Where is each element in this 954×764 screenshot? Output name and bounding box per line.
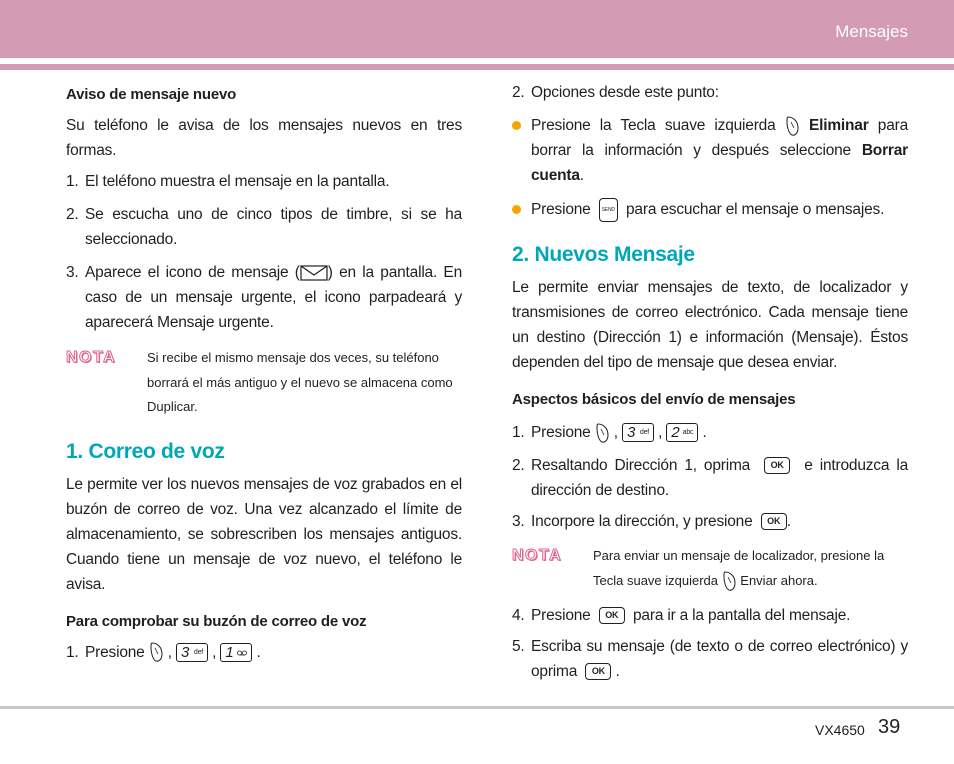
aviso-item-1 bbox=[66, 169, 462, 194]
comma: , bbox=[167, 643, 172, 661]
item-text: Presione bbox=[531, 424, 591, 441]
item-number: 2. bbox=[512, 84, 525, 101]
key-digit: 1 bbox=[225, 643, 234, 661]
aviso-item-3 bbox=[66, 260, 462, 335]
bullet-end: . bbox=[579, 167, 584, 184]
item-text: El teléfono muestra el mensaje en la pantalla. bbox=[85, 173, 390, 190]
envelope-icon bbox=[300, 265, 328, 281]
bullet-text: Presione la Tecla suave izquierda bbox=[531, 117, 776, 134]
nota-label: NOTA bbox=[66, 349, 117, 366]
left-column bbox=[66, 80, 462, 665]
step-1 bbox=[512, 420, 908, 445]
item-number: 1. bbox=[66, 173, 79, 190]
send-key-icon: SEND bbox=[599, 198, 618, 222]
item-number: 2. bbox=[66, 206, 79, 223]
nota-text: Para enviar un mensaje de localizador, presione la Tecla suave izquierda bbox=[593, 548, 885, 588]
right-column bbox=[512, 80, 908, 684]
item-number: 3. bbox=[66, 264, 79, 281]
bullet-eliminar bbox=[512, 113, 908, 188]
footer-rule bbox=[0, 706, 954, 709]
bullet-escuchar bbox=[512, 197, 908, 222]
bold-borrar-cuenta: Borrar cuenta bbox=[531, 142, 908, 184]
bullet-dot bbox=[512, 121, 521, 130]
footer-model: VX4650 bbox=[815, 722, 865, 738]
nota-text: Enviar ahora. bbox=[740, 572, 818, 588]
item-text: e introduzca la dirección de destino. bbox=[531, 457, 908, 499]
key-3-icon bbox=[622, 423, 654, 442]
comma: , bbox=[658, 424, 663, 441]
period: . bbox=[256, 643, 261, 661]
ok-key-icon: OK bbox=[764, 457, 790, 474]
item-text: Resaltando Dirección 1, oprima bbox=[531, 457, 751, 474]
left-soft-key-icon bbox=[595, 422, 610, 444]
aspectos-heading: Aspectos básicos del envío de mensajes bbox=[512, 391, 796, 408]
comma: , bbox=[613, 424, 618, 441]
step-3 bbox=[512, 509, 908, 534]
step-5 bbox=[512, 634, 908, 684]
item-text: Escriba su mensaje (de texto o de correo electrónico) y oprima bbox=[531, 638, 908, 680]
item-text: Presione bbox=[85, 643, 145, 661]
bullet-dot bbox=[512, 205, 521, 214]
key-letters: def bbox=[639, 429, 650, 437]
item-text: . bbox=[615, 663, 620, 680]
nuevos-text: Le permite enviar mensajes de texto, de localizador y transmisiones de correo electrónico. Cada mensaje tiene un destino (Dirección 1) e información (Mensaje). Éstos dependen del tipo de mensaje que desea enviar. bbox=[512, 279, 908, 371]
header-rule bbox=[0, 64, 954, 70]
opciones-item bbox=[512, 80, 908, 105]
page-number: 39 bbox=[878, 716, 901, 738]
header-title: Mensajes bbox=[835, 22, 908, 41]
nota-label: NOTA bbox=[512, 547, 563, 564]
ok-key-icon: OK bbox=[585, 663, 611, 680]
item-text: . bbox=[786, 513, 791, 530]
correo-text: Le permite ver los nuevos mensajes de voz grabados en el buzón de correo de voz. Una vez alcanzado el límite de almacenamiento, se sobrescriben los mensajes antiguos. Cuando tiene un mensaje de voz nuevo, el teléfono le avisa. bbox=[66, 475, 462, 593]
key-2-icon bbox=[666, 423, 698, 442]
item-number: 4. bbox=[512, 607, 525, 624]
bullet-text: Presione bbox=[531, 201, 591, 218]
key-digit: 2 bbox=[671, 424, 680, 442]
section-title-nuevos: 2. Nuevos Mensaje bbox=[512, 243, 695, 266]
nota-text: Si recibe el mismo mensaje dos veces, su teléfono borrará el más antiguo y el nuevo se almacena como Duplicar. bbox=[147, 350, 453, 414]
aviso-intro: Su teléfono le avisa de los mensajes nuevos en tres formas. bbox=[66, 117, 462, 159]
ok-key-icon: OK bbox=[599, 607, 625, 624]
item-number: 1. bbox=[512, 424, 525, 441]
key-3-icon bbox=[176, 643, 208, 662]
item-number: 1. bbox=[66, 643, 79, 661]
item-text: Presione bbox=[531, 607, 591, 624]
step-2 bbox=[512, 453, 908, 503]
bold-eliminar: Eliminar bbox=[808, 117, 869, 134]
key-letters: def bbox=[193, 648, 204, 656]
voicemail-icon bbox=[237, 647, 247, 657]
key-1-voicemail-icon bbox=[220, 643, 252, 662]
key-letters: abc bbox=[682, 429, 694, 437]
header-band bbox=[0, 0, 954, 58]
bullet-text: para borrar la información y después seleccione bbox=[531, 117, 909, 159]
item-number: 5. bbox=[512, 638, 525, 655]
item-number: 2. bbox=[512, 457, 525, 474]
key-digit: 3 bbox=[627, 424, 636, 442]
comprobar-heading: Para comprobar su buzón de correo de voz bbox=[66, 612, 367, 630]
comprobar-item-1 bbox=[66, 640, 462, 665]
comma: , bbox=[212, 643, 217, 661]
nota-1 bbox=[66, 346, 462, 420]
step-4 bbox=[512, 603, 908, 628]
left-soft-key-icon bbox=[722, 570, 737, 592]
period: . bbox=[702, 424, 707, 441]
item-text: para ir a la pantalla del mensaje. bbox=[633, 607, 851, 624]
item-number: 3. bbox=[512, 513, 525, 530]
left-soft-key-icon bbox=[785, 115, 800, 137]
item-text-before: Aparece el icono de mensaje ( bbox=[85, 264, 300, 281]
bullet-text: para escuchar el mensaje o mensajes. bbox=[626, 201, 885, 218]
nota-2 bbox=[512, 544, 908, 593]
item-text: Se escucha uno de cinco tipos de timbre, si se ha seleccionado. bbox=[85, 206, 462, 248]
ok-key-icon: OK bbox=[761, 513, 787, 530]
item-text-after: ) en la pantalla. En caso de un mensaje urgente, el icono parpadeará y aparecerá Mensaje urgente. bbox=[85, 264, 462, 331]
left-soft-key-icon bbox=[149, 641, 164, 663]
key-digit: 3 bbox=[181, 643, 190, 661]
item-text: Incorpore la dirección, y presione bbox=[531, 513, 753, 530]
aviso-item-2 bbox=[66, 202, 462, 252]
item-text: Opciones desde este punto: bbox=[531, 84, 719, 101]
section-title-correo: 1. Correo de voz bbox=[66, 439, 225, 463]
aviso-heading: Aviso de mensaje nuevo bbox=[66, 86, 237, 103]
